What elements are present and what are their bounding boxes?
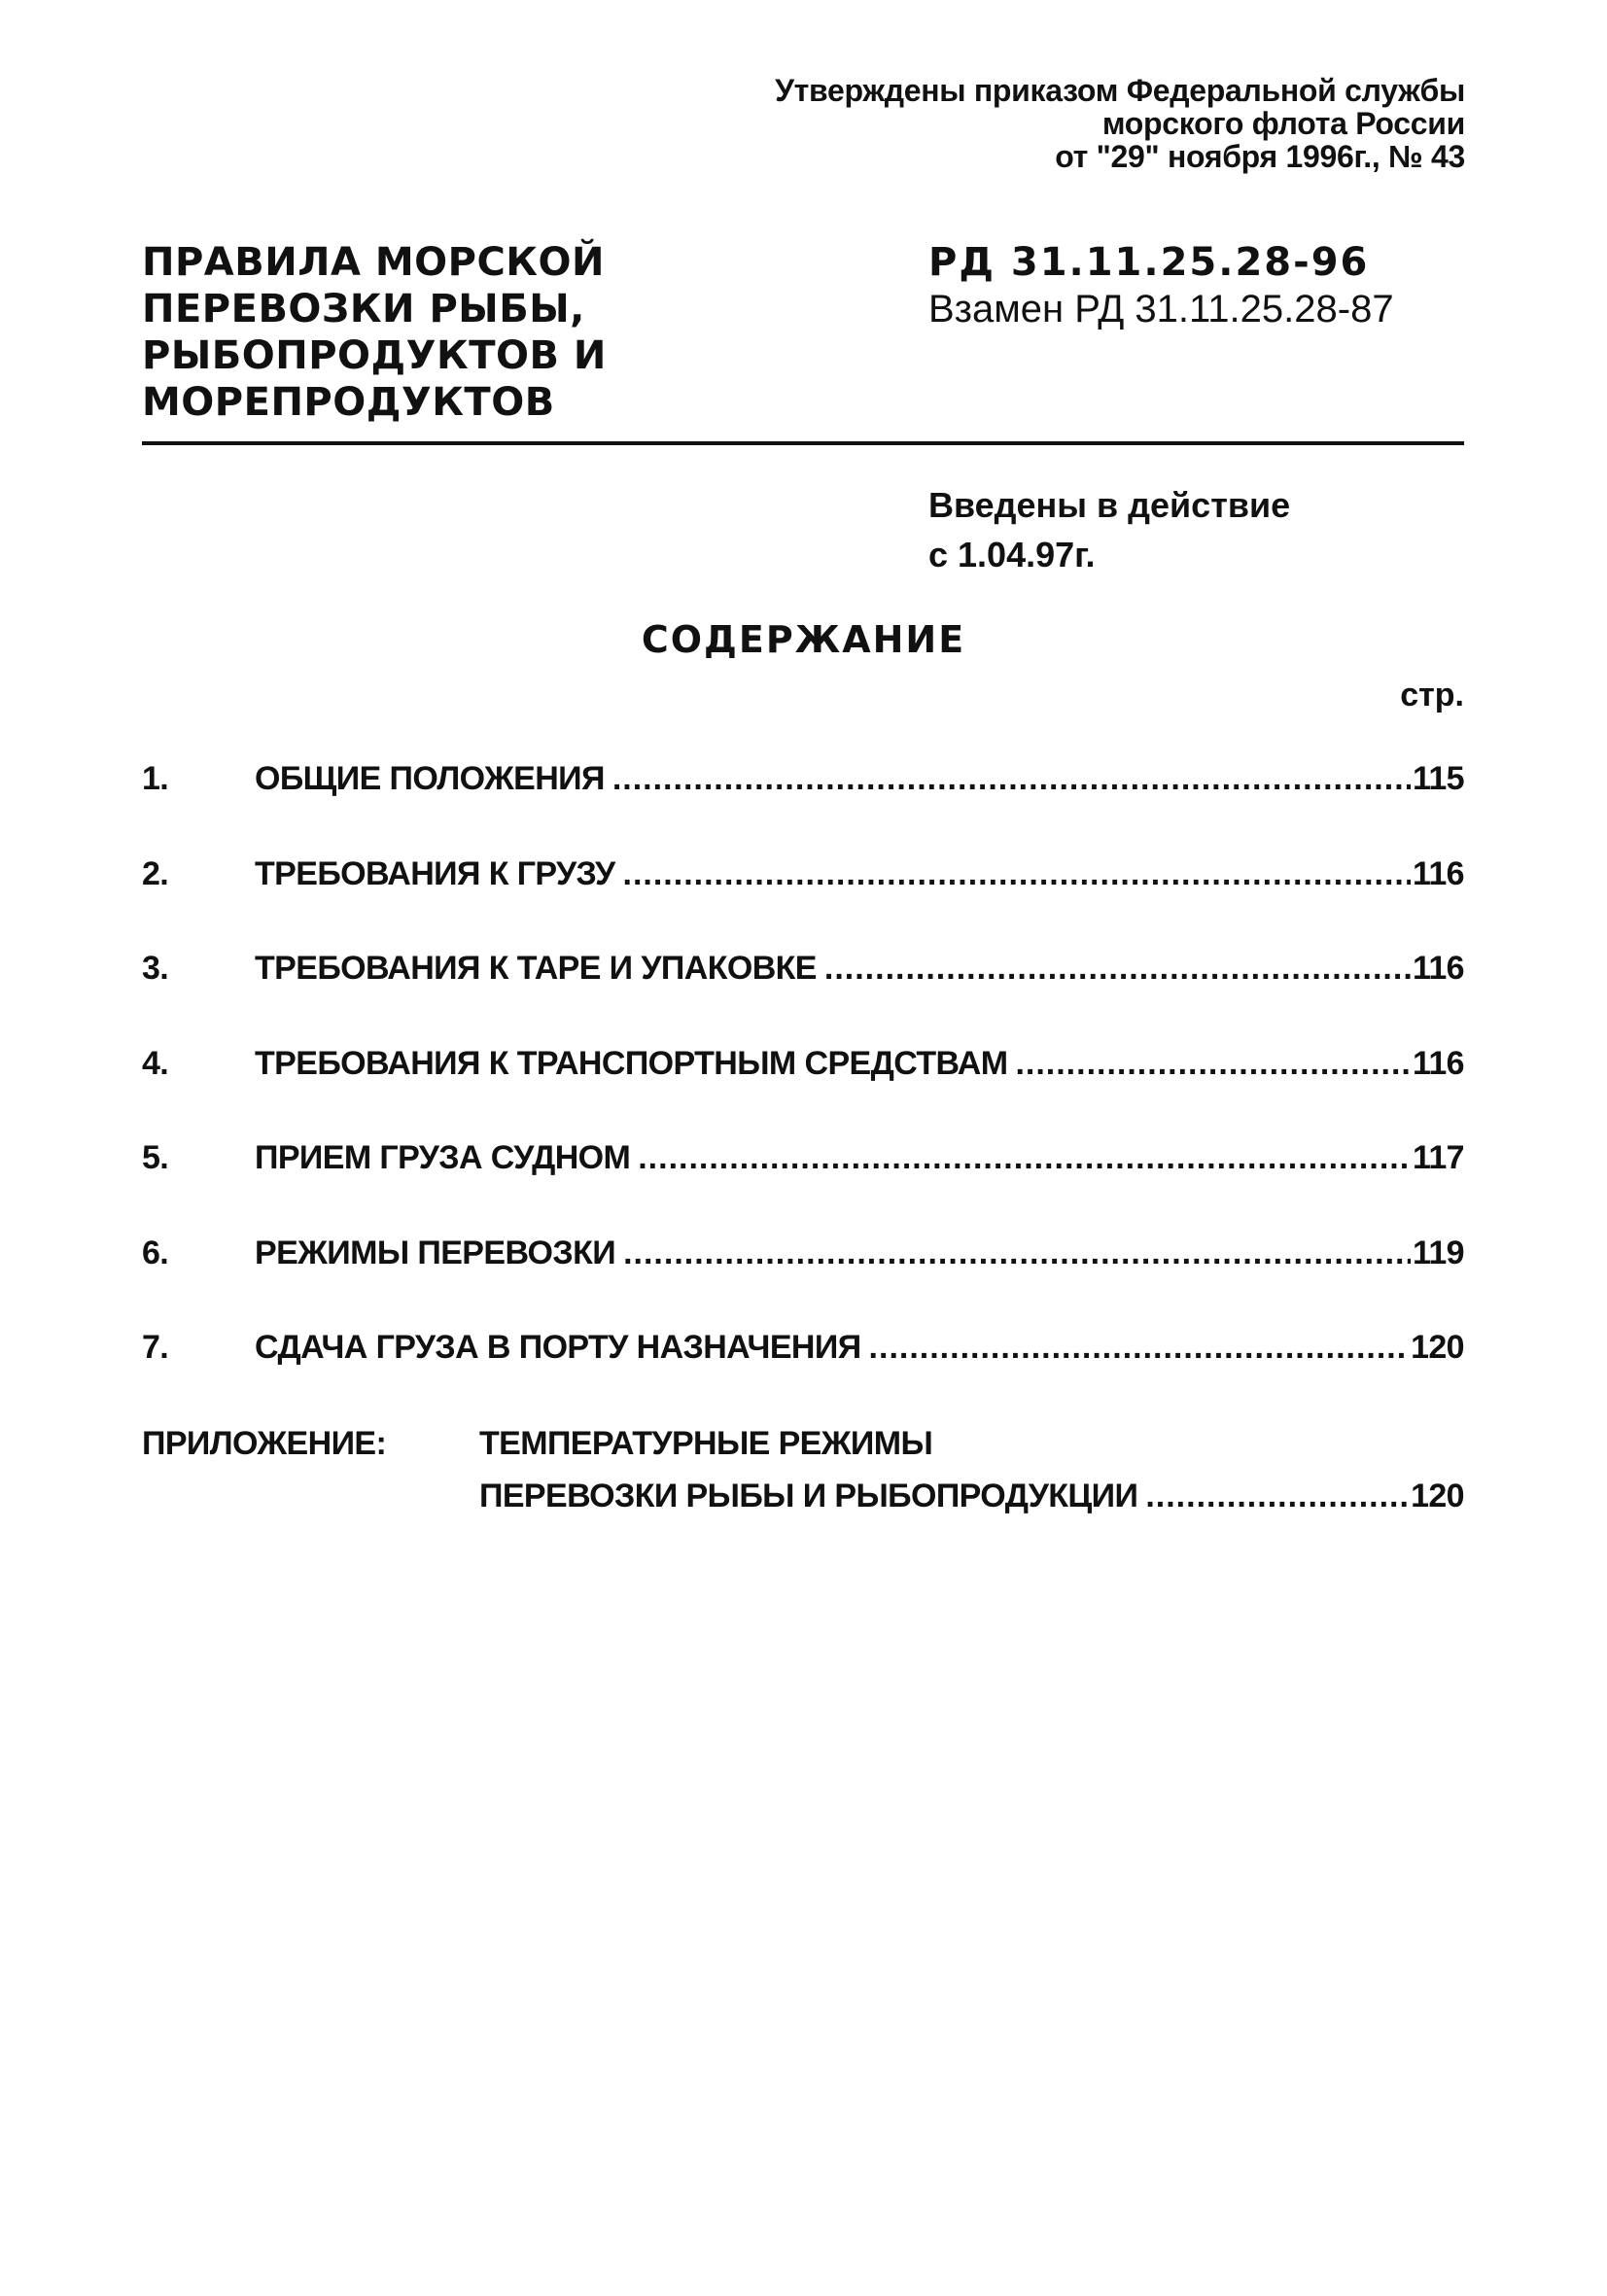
contents-heading: СОДЕРЖАНИЕ xyxy=(641,618,966,661)
title-line-3: РЫБОПРОДУКТОВ И xyxy=(142,333,607,378)
replaces-note: Взамен РД 31.11.25.28-87 xyxy=(928,288,1394,330)
toc-item-title: ОБЩИЕ ПОЛОЖЕНИЯ xyxy=(255,760,605,797)
toc-item-page: 120 xyxy=(1411,1329,1464,1366)
document-code: РД 31.11.25.28-96 xyxy=(928,240,1370,285)
document-title xyxy=(142,239,686,426)
appendix-title-line-2: ПЕРЕВОЗКИ РЫБЫ И РЫБОПРОДУКЦИИ xyxy=(479,1478,1138,1514)
toc-item-page: 117 xyxy=(1412,1139,1464,1176)
toc-item-title: ТРЕБОВАНИЯ К ТАРЕ И УПАКОВКЕ xyxy=(255,950,817,987)
dot-leader xyxy=(623,855,1411,893)
toc-item-title: ТРЕБОВАНИЯ К ГРУЗУ xyxy=(255,854,615,892)
toc-item-number: 5. xyxy=(142,1139,169,1176)
toc-item-page: 119 xyxy=(1412,1234,1464,1271)
effective-line-1: Введены в действие xyxy=(928,485,1291,525)
appendix-title-line-2-row xyxy=(479,1478,1464,1515)
toc-item xyxy=(142,1235,1464,1330)
dot-leader xyxy=(612,760,1411,798)
page-column-label: стр. xyxy=(1400,677,1464,713)
dot-leader xyxy=(638,1139,1411,1177)
toc-item-number: 3. xyxy=(142,950,169,987)
approval-line-3: от "29" ноября 1996г., № 43 xyxy=(1055,139,1465,174)
toc-item-number: 7. xyxy=(142,1329,169,1366)
dot-leader xyxy=(623,1235,1411,1272)
approval-line-1: Утверждены приказом Федеральной службы xyxy=(775,73,1465,108)
dot-leader xyxy=(1145,1478,1409,1515)
toc-item-page: 116 xyxy=(1412,950,1464,987)
effective-date-note xyxy=(928,480,1290,579)
appendix-title-line-1: ТЕМПЕРАТУРНЫЕ РЕЖИМЫ xyxy=(479,1425,933,1462)
toc-item xyxy=(142,950,1464,1045)
toc-item-number: 2. xyxy=(142,854,169,892)
title-line-4: МОРЕПРОДУКТОВ xyxy=(142,380,555,425)
toc-item-page: 115 xyxy=(1412,760,1464,797)
dot-leader xyxy=(1015,1045,1410,1083)
approval-note xyxy=(775,74,1465,173)
toc-item xyxy=(142,760,1464,855)
toc-item xyxy=(142,1329,1464,1424)
toc-item-title: РЕЖИМЫ ПЕРЕВОЗКИ xyxy=(255,1234,616,1271)
approval-line-2: морского флота России xyxy=(1101,106,1465,141)
toc-item-page: 116 xyxy=(1412,1044,1464,1082)
dot-leader xyxy=(869,1329,1410,1367)
appendix-label: ПРИЛОЖЕНИЕ: xyxy=(142,1425,387,1462)
toc-item xyxy=(142,1045,1464,1140)
toc-item-page: 116 xyxy=(1412,854,1464,892)
title-line-2: ПЕРЕВОЗКИ РЫБЫ, xyxy=(142,287,585,331)
toc-item xyxy=(142,1139,1464,1235)
toc-item xyxy=(142,855,1464,951)
header-divider xyxy=(142,441,1464,445)
effective-line-2: с 1.04.97г. xyxy=(928,535,1096,574)
toc-item-title: СДАЧА ГРУЗА В ПОРТУ НАЗНАЧЕНИЯ xyxy=(255,1329,861,1366)
table-of-contents xyxy=(142,760,1464,1424)
appendix-page: 120 xyxy=(1411,1478,1464,1514)
title-line-1: ПРАВИЛА МОРСКОЙ xyxy=(142,240,605,285)
toc-item-number: 6. xyxy=(142,1234,169,1271)
toc-item-title: ТРЕБОВАНИЯ К ТРАНСПОРТНЫМ СРЕДСТВАМ xyxy=(255,1044,1008,1082)
dot-leader xyxy=(824,950,1411,988)
toc-item-title: ПРИЕМ ГРУЗА СУДНОМ xyxy=(255,1139,631,1176)
toc-item-number: 1. xyxy=(142,760,169,797)
toc-item-number: 4. xyxy=(142,1044,169,1082)
